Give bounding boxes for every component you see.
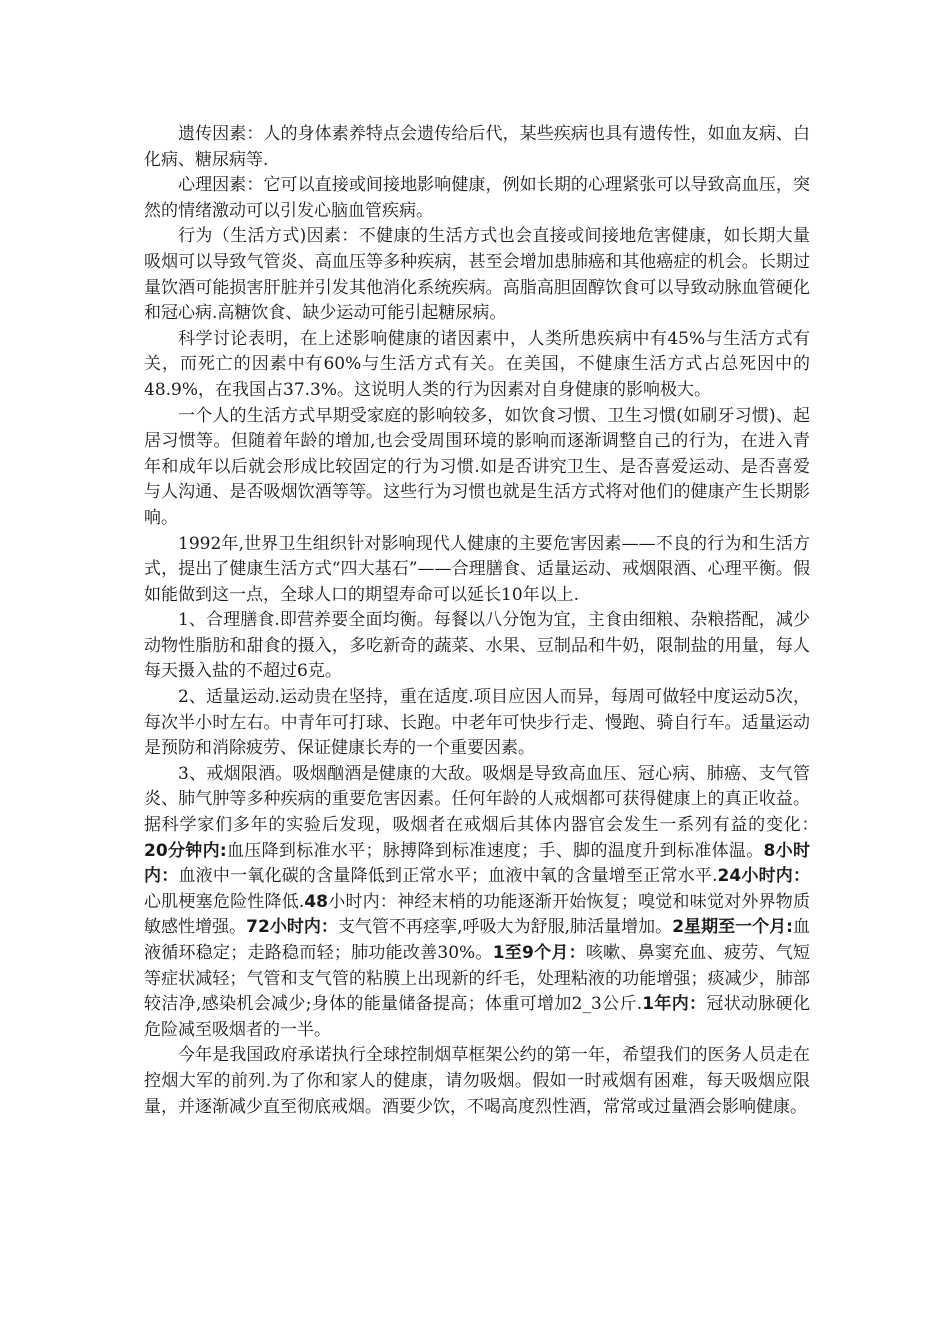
paragraph-behavior-factors <box>144 224 810 326</box>
text-run: 一个人的生活方式早期受家庭的影响较多，如饮食习惯、卫生习惯(如刷牙习惯)、起居习惯等。但随着年龄的增加,也会受周围环境的影响而逐渐调整自己的行为，在进入青年和成年以后就会形成比较固定的行为习惯.如是否讲究卫生、是否喜爱运动、是否喜爱与人沟通、是否吸烟饮酒等等。这些行为习惯也就是生活方式将对他们的健康产生长期影响。 <box>144 405 810 528</box>
text-run: 血液中一氧化碳的含量降低到正常水平；血液中氧的含量增至正常水平. <box>178 866 718 887</box>
paragraph-lifestyle-formation <box>144 404 810 532</box>
text-run: 1992年,世界卫生组织针对影响现代人健康的主要危害因素——不良的行为和生活方式，提出了健康生活方式“四大基石”——合理膳食、适量运动、戒烟限酒、心理平衡。假如能做到这一点，全球人口的期望寿命可以延长10年以上. <box>144 533 810 605</box>
paragraph-quit-smoking <box>144 762 827 1044</box>
text-run: 3、戒烟限酒。吸烟酗酒是健康的大敌。吸烟是导致高血压、冠心病、肺癌、支气管炎、肺气肿等多种疾病的重要危害因素。任何年龄的人戒烟都可获得健康上的真正收益。据科学家们多年的实验后发现，吸烟者在戒烟后其体内器官会发生一系列有益的变化： <box>144 763 827 836</box>
document-body <box>144 122 827 1120</box>
bold-time-label: 48 <box>304 891 329 912</box>
text-run: 血液循环稳定；走路稳而轻；肺功能改善30%。 <box>144 917 811 963</box>
paragraph-balanced-diet <box>144 608 810 685</box>
text-run: 今年是我国政府承诺执行全球控制烟草框架公约的第一年，希望我们的医务人员走在控烟大军的前列.为了你和家人的健康，请勿吸烟。假如一时戒烟有困难，每天吸烟应限量，并逐渐减少直至彻底戒烟。酒要少饮，不喝高度烈性酒，常常或过量酒会影响健康。 <box>144 1045 810 1117</box>
bold-time-label: 20分钟内: <box>144 840 227 861</box>
text-run: 1、合理膳食.即营养要全面均衡。每餐以八分饱为宜，主食由细粮、杂粮搭配，减少动物性脂肪和甜食的摄入，多吃新奇的蔬菜、水果、豆制品和牛奶，限制盐的用量，每人每天摄入盐的不超过6克。 <box>144 610 810 682</box>
text-run: 心肌梗塞危险性降低. <box>144 891 305 912</box>
paragraph-tobacco-control <box>144 1043 810 1120</box>
text-run: 2、适量运动.运动贵在坚持，重在适度.项目应因人而异，每周可做轻中度运动5次，每次半小时左右。中青年可打球、长跑。中老年可快步行走、慢跑、骑自行车。适量运动是预防和消除疲劳、保证健康长寿的一个重要因素。 <box>144 687 810 759</box>
paragraph-moderate-exercise <box>144 685 810 762</box>
paragraph-psychological-factors <box>144 173 810 224</box>
bold-time-label: 1至9个月： <box>492 943 586 963</box>
text-run: 小时内：神经末梢的功能逐渐开始恢复；嗅觉和味觉对外界物质敏感性增强。 <box>144 891 811 938</box>
bold-time-label: 2星期至一个月: <box>672 917 793 938</box>
text-run: 冠状动脉硬化危险减至吸烟者的一半。 <box>144 994 811 1040</box>
text-run: 心理因素：它可以直接或间接地影响健康，例如长期的心理紧张可以导致高血压，突然的情绪激动可以引发心脑血管疾病。 <box>144 175 810 221</box>
text-run: 科学讨论表明，在上述影响健康的诸因素中，人类所患疾病中有45%与生活方式有关，而死亡的因素中有60%与生活方式有关。在美国，不健康生活方式占总死因中的48.9%，在我国占37.3%。这说明人类的行为因素对自身健康的影响极大。 <box>144 328 810 400</box>
text-run: 咳嗽、鼻窦充血、疲劳、气短等症状减轻；气管和支气管的粘膜上出现新的纤毛，处理粘液的功能增强；痰减少，肺部较洁净,感染机会减少;身体的能量储备提高；体重可增加2_3公斤. <box>144 943 810 1015</box>
paragraph-research-findings <box>144 327 810 404</box>
bold-time-label: 8小时内： <box>144 840 810 887</box>
text-run: 血压降到标准水平；脉搏降到标准速度；手、脚的温度升到标准体温。 <box>226 840 764 861</box>
bold-time-label: 72小时内： <box>246 917 338 938</box>
text-run: 行为（生活方式)因素：不健康的生活方式也会直接或间接地危害健康，如长期大量吸烟可以导致气管炎、高血压等多种疾病，甚至会增加患肺癌和其他癌症的机会。长期过量饮酒可能损害肝脏并引发其他消化系统疾病。高脂高胆固醇饮食可以导致动脉血管硬化和冠心病.高糖饮食、缺少运动可能引起糖尿病。 <box>144 226 810 324</box>
text-run: 遗传因素：人的身体素养特点会遗传给后代，某些疾病也具有遗传性，如血友病、白化病、糖尿病等. <box>144 124 810 170</box>
bold-time-label: 1年内： <box>642 994 707 1015</box>
paragraph-who-four-cornerstones <box>144 532 810 609</box>
text-run: 支气管不再痉挛,呼吸大为舒服,肺活量增加。 <box>337 917 673 938</box>
bold-time-label: 24小时内： <box>717 866 810 887</box>
paragraph-genetic-factors <box>144 122 810 173</box>
